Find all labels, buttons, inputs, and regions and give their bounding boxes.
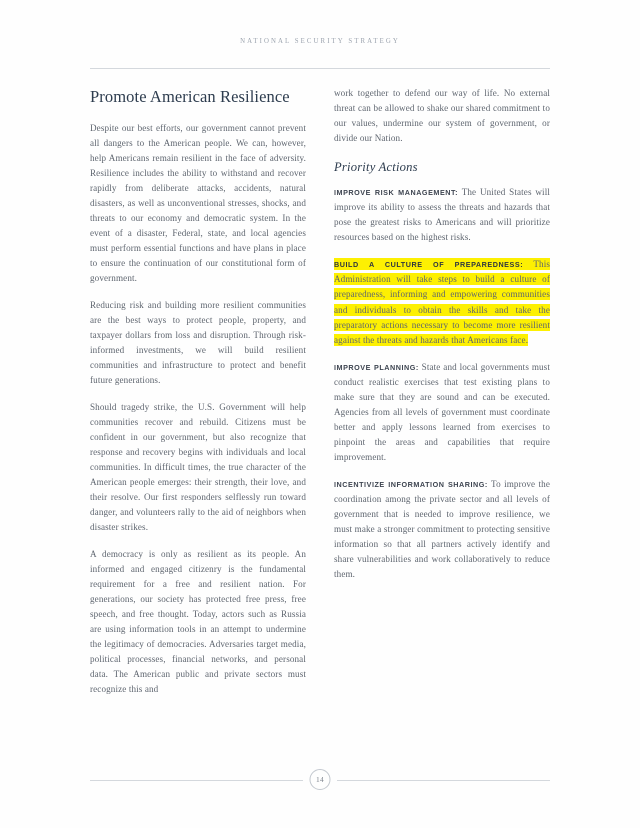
action-item [334, 360, 550, 465]
body-paragraph: Should tragedy strike, the U.S. Government will help communities recover and rebuild. Citizens must be confident in our government, but also recognize that response and recovery begins with individuals and local communities. In difficult times, the true character of the American people emerges: their strength, their love, and their resolve. Our first responders selflessly run toward danger, and volunteers rally to the aid of neighbors when disaster strikes. [90, 401, 306, 533]
action-item-highlighted [334, 257, 550, 347]
footer-rule-left [90, 780, 303, 781]
page-number: 14 [310, 769, 331, 790]
action-item [334, 477, 550, 582]
action-text: This Administration will take steps to build a culture of preparedness, informing and empowering communities and individuals to obtain the skills and take the preparatory actions necessary to become more resilient against the threats and hazards that Americans face. [334, 259, 550, 345]
action-text: The United States will improve its ability to assess the threats and hazards that pose the greatest risks to Americans and will prioritize resources based on the highest risks. [334, 187, 550, 243]
action-text: To improve the coordination among the private sector and all levels of government that is needed to improve resilience, we must make a stronger commitment to protecting sensitive information so that all partners actively identify and share vulnerabilities and work collaboratively to reduce them. [334, 478, 551, 580]
action-label: IMPROVE PLANNING: [334, 362, 419, 372]
running-head: NATIONAL SECURITY STRATEGY [240, 38, 400, 45]
action-label: BUILD A CULTURE OF PREPAREDNESS: [334, 260, 524, 270]
action-text: State and local governments must conduct realistic exercises that test existing plans to make sure that they are sound and can be executed. Agencies from all levels of government must coordinate better and apply lessons learned from exercises to pinpoint the areas and capabilities that require improvement. [334, 361, 550, 462]
header-rule [90, 68, 550, 69]
action-label: INCENTIVIZE INFORMATION SHARING: [334, 479, 488, 489]
footer-rule-right [337, 780, 550, 781]
page-title: Promote American Resilience [90, 87, 290, 106]
page-footer [90, 769, 550, 793]
action-label: IMPROVE RISK MANAGEMENT: [334, 188, 459, 198]
body-paragraph: Despite our best efforts, our government cannot prevent all dangers to the American people. We can, however, help Americans remain resilient in the face of adversity. Resilience includes the ability to withstand and recover rapidly from deliberate attacks, accidents, natural disasters, as well as unconventional stresses, shocks, and threats to our economy and democratic system. In the event of a disaster, Federal, state, and local agencies must perform essential functions and have plans in place to ensure the continuation of our constitutional form of government. [90, 122, 306, 284]
left-column [90, 86, 306, 736]
action-item [334, 185, 550, 245]
body-paragraph: Reducing risk and building more resilient communities are the best ways to protect people, property, and taxpayer dollars from loss and disruption. Through risk-informed investments, we will build resilient communities and infrastructure to protect and benefit future generations. [90, 299, 306, 386]
body-paragraph-continuation: work together to defend our way of life. No external threat can be allowed to shake our shared commitment to our values, undermine our system of government, or divide our Nation. [334, 88, 550, 144]
two-column-body [90, 86, 550, 736]
section-heading-priority-actions: Priority Actions [334, 160, 418, 175]
right-column [334, 86, 550, 736]
body-paragraph: A democracy is only as resilient as its people. An informed and engaged citizenry is the fundamental requirement for a free and resilient nation. For generations, our society has protected free press, free speech, and free thought. Today, actors such as Russia are using information tools in an attempt to undermine the legitimacy of democracies. Adversaries target media, political processes, financial networks, and personal data. The American public and private sectors must recognize this and [90, 548, 306, 695]
